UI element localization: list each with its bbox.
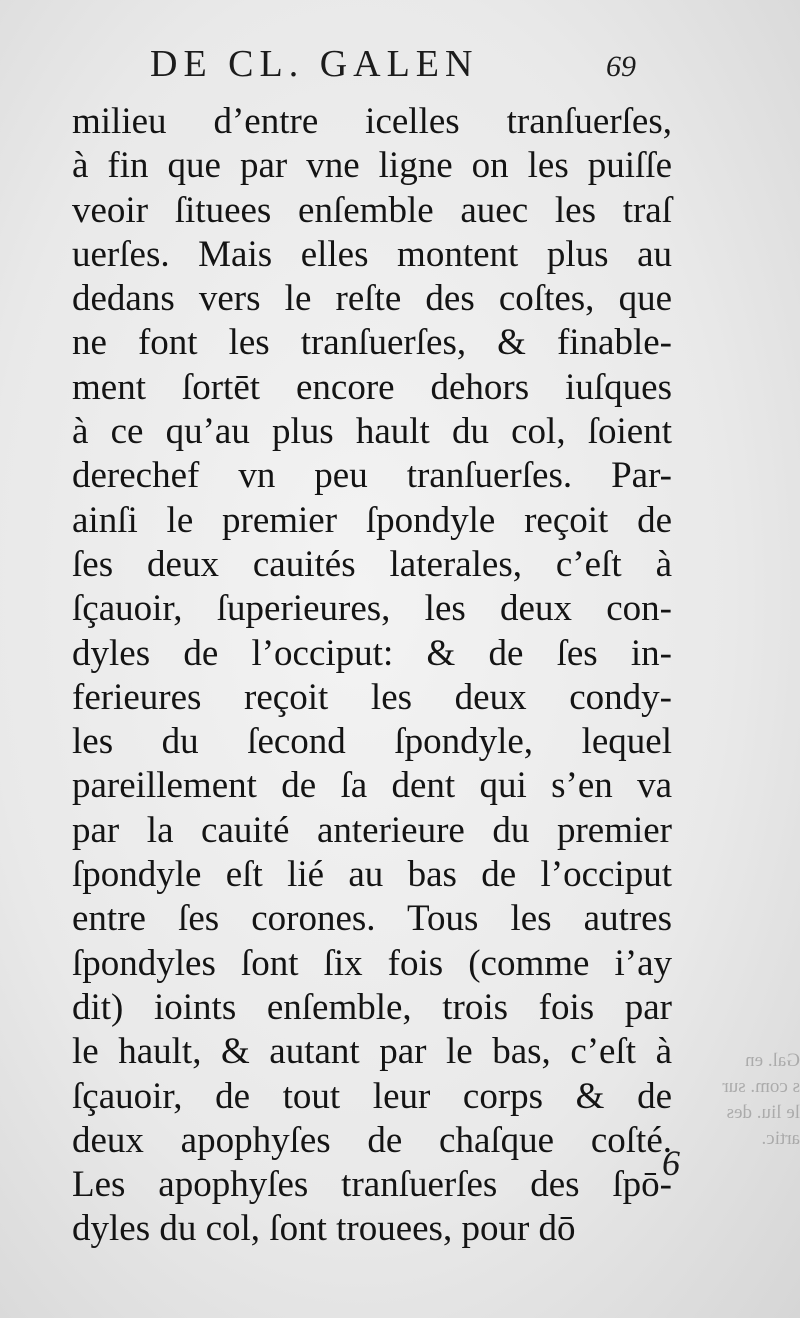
text-line: ſes deux cauités laterales, c’eſt à [72, 543, 672, 585]
page-number: 69 [606, 50, 636, 83]
text-line: ſçauoir, ſuperieures, les deux con- [72, 588, 672, 630]
text-line: ainſi le premier ſpondyle reçoit de [72, 499, 672, 541]
text-line: ſpondyles ſont ſix fois (comme i’ay [72, 942, 672, 984]
text-line: ferieures reçoit les deux condy- [72, 676, 672, 718]
running-head: DE CL. GALEN [150, 43, 479, 85]
text-line: ne font les tranſuerſes, & finable- [72, 322, 672, 364]
margin-note-line: Gal. en [745, 1050, 800, 1071]
margin-note-line: le liu. des [726, 1102, 800, 1123]
text-line: dyles de l’occiput: & de ſes in- [72, 632, 672, 674]
text-line: derechef vn peu tranſuerſes. Par- [72, 455, 672, 497]
margin-note [672, 1048, 800, 1152]
text-line: dedans vers le reſte des coſtes, que [72, 278, 672, 320]
body-text [72, 100, 672, 1252]
text-line: uerſes. Mais elles montent plus au [72, 233, 672, 275]
text-line: milieu d’entre icelles tranſuerſes, [72, 101, 672, 142]
text-line: à ce qu’au plus hault du col, ſoient [72, 411, 672, 453]
text-line: les du ſecond ſpondyle, lequel [72, 721, 672, 763]
text-line: veoir ſituees enſemble auec les traſ [72, 189, 672, 231]
text-line: ſçauoir, de tout leur corps & de [72, 1075, 672, 1117]
text-line: ſpondyle eſt lié au bas de l’occiput [72, 854, 672, 896]
signature-mark: 6 [662, 1143, 680, 1183]
text-line: par la cauité anterieure du premier [72, 809, 672, 851]
text-line: Les apophyſes tranſuerſes des ſpō- [72, 1164, 672, 1206]
text-line: entre ſes corones. Tous les autres [72, 898, 672, 940]
text-line: dyles du col, ſont trouees, pour dō [72, 1208, 576, 1250]
text-line: dit) ioints enſemble, trois fois par [72, 986, 672, 1028]
text-line: pareillement de ſa dent qui s’en va [72, 765, 672, 807]
text-line: le hault, & autant par le bas, c’eſt à [72, 1031, 672, 1073]
margin-note-line: s com. sur [722, 1076, 800, 1097]
margin-note-line: artic. [761, 1128, 800, 1149]
text-line: ment ſortēt encore dehors iuſques [72, 366, 672, 408]
text-line: deux apophyſes de chaſque coſté. [72, 1119, 672, 1161]
text-line: à fin que par vne ligne on les puiſſe [72, 145, 672, 187]
